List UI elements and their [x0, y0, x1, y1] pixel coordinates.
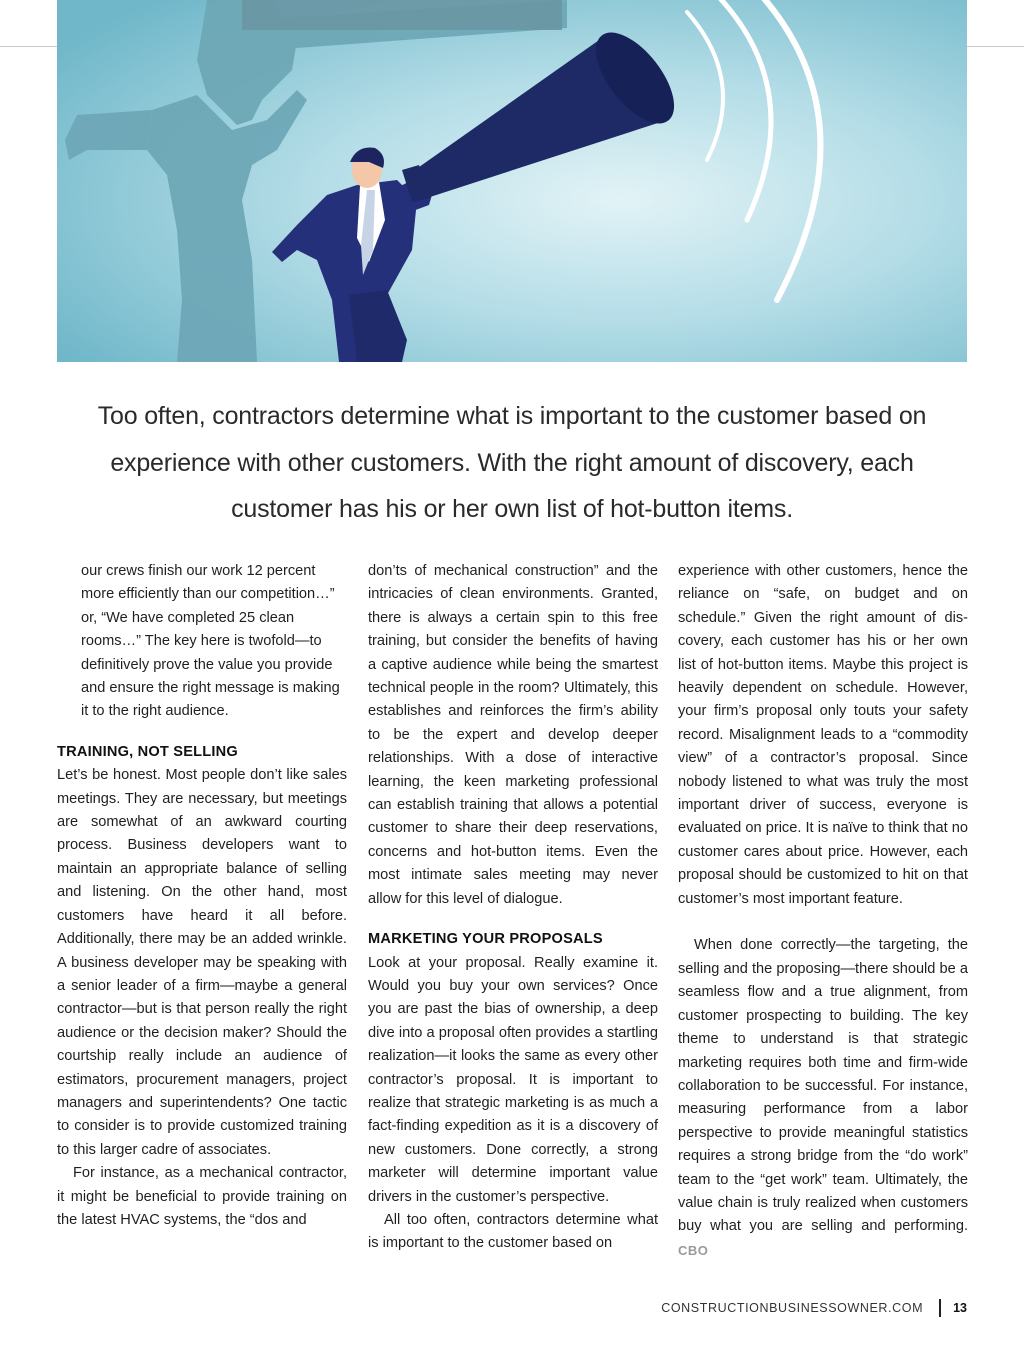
pull-quote: Too often, contractors determine what is important to the customer based on experience with other customers. With the right amount of discovery, each customer has his or her own list of hot-button items.: [97, 402, 927, 523]
text-column-1: [57, 560, 347, 1232]
body-paragraph: All too often, contractors determine what is important to the customer based on: [368, 1211, 658, 1252]
hero-illustration: [57, 0, 967, 362]
body-paragraph: For instance, as a mechanical contractor, it might be beneficial to provide training on the latest HVAC systems, the “dos and: [57, 1165, 347, 1228]
top-rule-right: [967, 46, 1024, 47]
body-paragraph-final: [678, 934, 968, 1263]
body-paragraph: don’ts of mechanical construction” and the intricacies of clean environments. Granted, there is always a certain spin to this free training, but consider the benefits of having a captive audience while being the smartest technical people in the room? Ultimately, this establishes and reinforces the firm’s ability to be the expert and develop deeper relationships. With a dose of interactive learning, the keen marketing professional can establish training that allows a potential customer to share their deep reservations, concerns and hot-button items. Even the most intimate sales meeting may never allow for this level of dialogue.: [368, 563, 658, 907]
section-heading-training: TRAINING, NOT SELLING: [57, 743, 238, 760]
shadow-megaphone: [242, 0, 562, 30]
body-paragraph: Look at your proposal. Really examine it. Would you buy your own services? Once you are past the bias of ownership, a deep dive into a proposal often provides a startling realization—it looks the same as every other contractor’s proposal. It is important to realize that strategic marketing is as much a fact-finding expedition as it is a discovery of new customers. Done correctly, a strong marketer will determine important value drivers in the customer’s perspective.: [368, 954, 658, 1205]
body-paragraph: Let’s be honest. Most people don’t like sales meetings. They are necessary, but meetings are somewhat of an awkward courting process. Business developers want to maintain an appropriate balance of selling and listening. On the other hand, most customers have heard it all before. Additionally, there may be an added wrinkle. A business developer may be speaking with a senior leader of a firm—maybe a general contractor—but is that person really the right audience or the decision maker? Should the courtship really include an audience of estimators, procurement managers, project managers and superintendents? One tactic to consider is to provide customized training to this larger cadre of associates.: [57, 767, 347, 1158]
footer-site: CONSTRUCTIONBUSINESSOWNER.COM: [661, 1301, 924, 1315]
intro-paragraph: our crews finish our work 12 percent more efficiently than our competition…” or, “We have completed 25 clean rooms…” The key here is twofold—to definitively prove the value you provide and ensure the right message is making it to the right audience.: [81, 563, 340, 720]
page-number: 13: [953, 1301, 967, 1315]
text-column-3: [678, 560, 968, 1263]
cbo-signoff: CBO: [678, 1242, 709, 1258]
final-paragraph-text: When done correctly—the targeting, the selling and the proposing—there should be a seamless flow and a true alignment, from customer prospecting to building. The key theme to understand is that strategic marketing requires both time and firm-wide collaboration to be successful. For instance, measuring performance from a labor perspective to provide meaningful statistics requires a strong bridge from the “do work” team to the “get work” team. Ultimately, the value chain is truly realized when customers buy what you are selling and performing.: [678, 937, 968, 1235]
page-footer: [661, 1298, 967, 1318]
top-rule-left: [0, 46, 57, 47]
footer-divider: [939, 1299, 941, 1317]
section-heading-proposals: MARKETING YOUR PROPOSALS: [368, 931, 603, 948]
body-paragraph: experience with other customers, hence the reliance on “safe, on budget and on schedule.” Given the right amount of discovery, each customer has his or her own list of hot-button items. Maybe this project is heavily dependent on schedule. However, your firm’s proposal only touts your safety record. Misalignment leads to a “commodity view” of a contractor’s proposal. Since nobody listened to what was truly the most important driver of success, everyone is evaluated on price. It is naïve to think that no customer cares about price. However, each proposal should be customized to hit on that customer’s most important feature.: [678, 563, 968, 907]
text-column-2: [368, 560, 658, 1256]
